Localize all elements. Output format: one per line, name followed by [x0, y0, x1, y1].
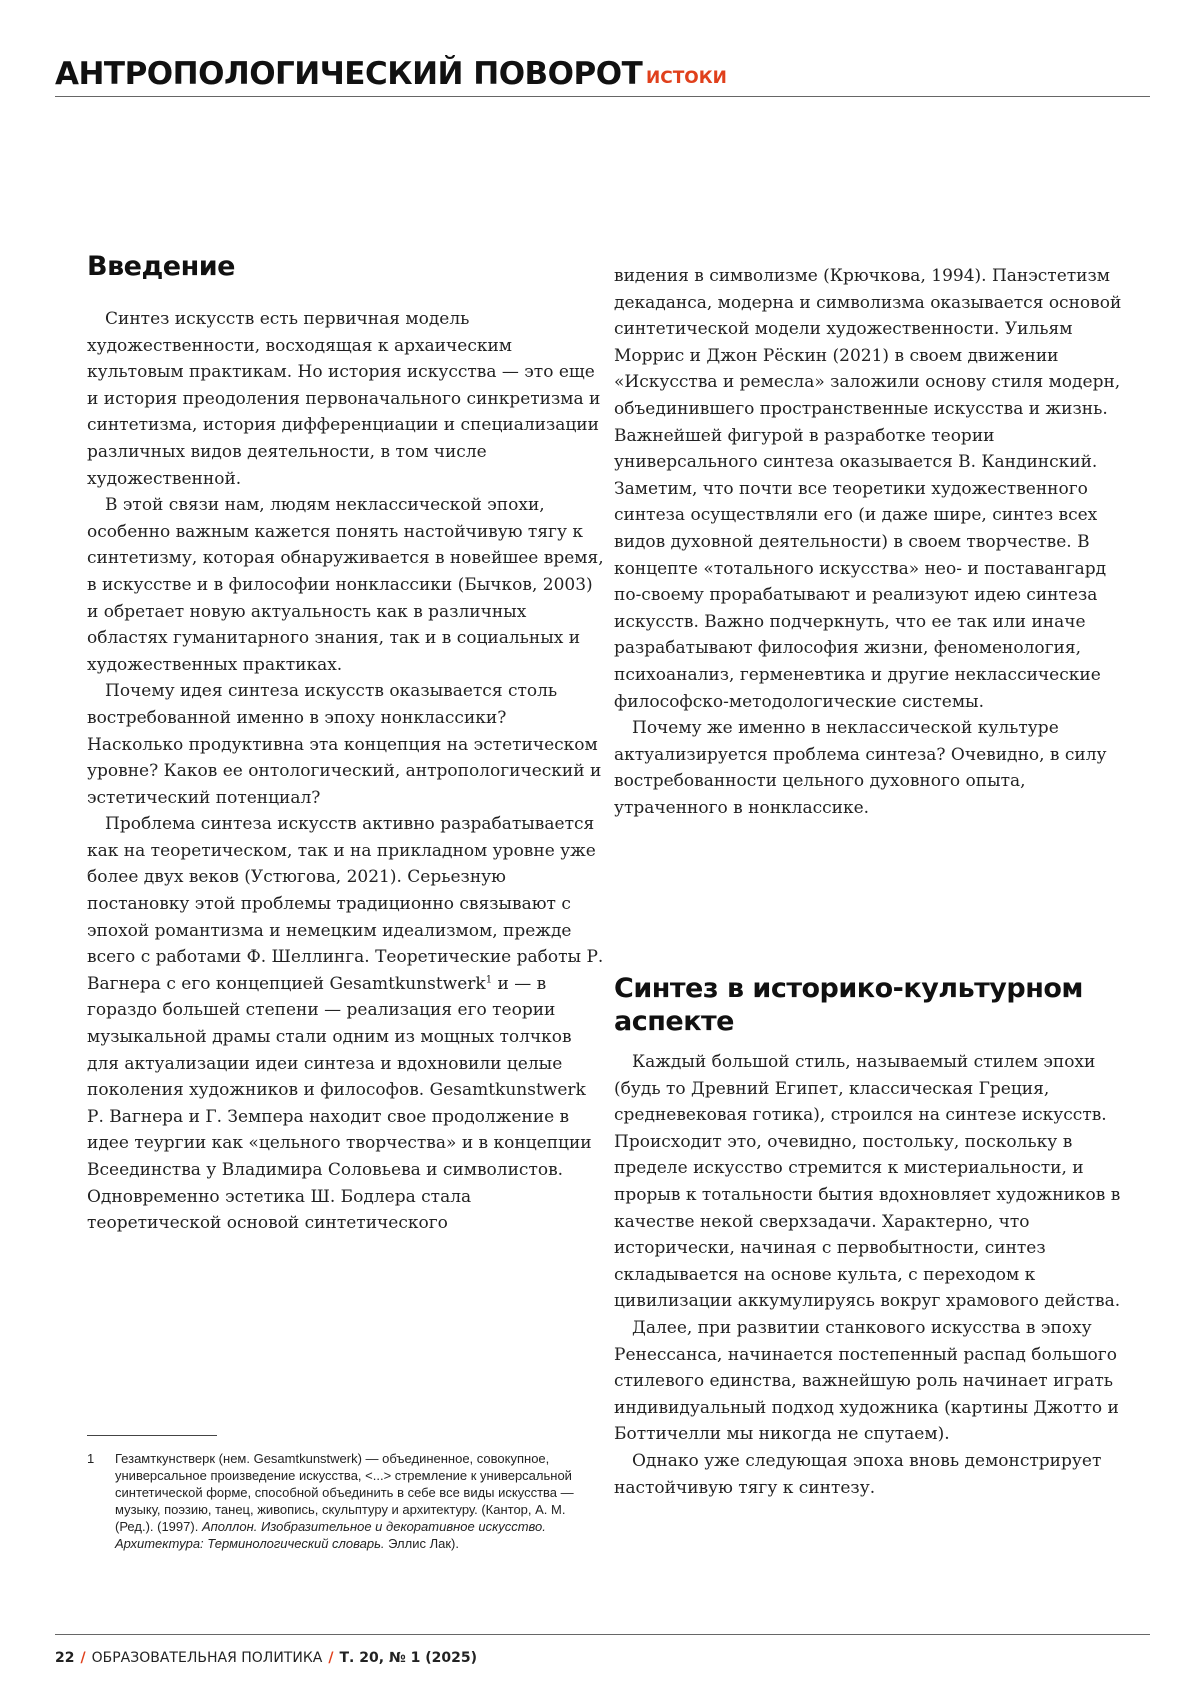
paragraph — [87, 811, 607, 1237]
footnote-ref[interactable]: 1 — [486, 974, 492, 985]
footnote-number: 1 — [87, 1450, 94, 1467]
running-footer — [55, 1648, 477, 1668]
footnote-divider — [87, 1435, 217, 1436]
footnote-italic: Аполлон. Изобразительное и декоративное искусство. Архитектура: Терминологический словарь. — [115, 1519, 546, 1551]
paragraph: видения в символизме (Крючкова, 1994). Панэстетизм декаданса, модерна и символизма оказывается основой синтетической модели художественности. Уильям Моррис и Джон Рёскин (2021) в своем движении «Искусства и ремесла» заложили основу стиля модерн, объединившего пространственные искусства и жизнь. Важнейшей фигурой в разработке теории универсального синтеза оказывается В. Кандинский. Заметим, что почти все теоретики художественного синтеза осуществляли его (и даже шире, синтез всех видов духовной деятельности) в своем творчестве. В концепте «тотального искусства» нео- и поставангард по-своему прорабатывают и реализуют идею синтеза искусств. Важно подчеркнуть, что ее так или иначе разрабатывают философия жизни, феноменология, психоанализ, герменевтика и другие неклассические философско-методологические системы. — [614, 263, 1134, 715]
paragraph: Почему идея синтеза искусств оказывается столь востребованной именно в эпоху нонклассики? Насколько продуктивна эта концепция на эстетическом уровне? Каков ее онтологический, антропологический и эстетический потенциал? — [87, 678, 607, 811]
paragraph: Далее, при развитии станкового искусства в эпоху Ренессанса, начинается постепенный распад большого стилевого единства, важнейшую роль начинает играть индивидуальный подход художника (картины Джотто и Боттичелли мы никогда не спутаем). — [614, 1315, 1134, 1448]
header-title: АНТРОПОЛОГИЧЕСКИЙ ПОВОРОТ — [55, 56, 642, 92]
issue-info: Т. 20, № 1 (2025) — [339, 1650, 477, 1666]
slash-divider: / — [80, 1650, 85, 1666]
page-number: 22 — [55, 1650, 74, 1666]
section2-body — [614, 1049, 1134, 1501]
slash-divider: / — [328, 1650, 333, 1666]
paragraph: Синтез искусств есть первичная модель художественности, восходящая к архаическим культовым практикам. Но история искусства — это еще и история преодоления первоначального синкретизма и синтетизма, история дифференциации и специализации различных видов деятельности, в том числе художественной. — [87, 306, 607, 492]
paragraph-text: и — в гораздо большей степени — реализация его теории музыкальной драмы стали одним из мощных толчков для актуализации идеи синтеза и вдохновили целые поколения художников и философов. Gesamtkunstwerk Р. Вагнера и Г. Земпера находит свое продолжение в идее теургии как «цельного творчества» и в концепции Всеединства у Владимира Соловьева и символистов. Одновременно эстетика Ш. Бодлера стала теоретической основой синтетического — [87, 974, 592, 1233]
intro-heading: Введение — [87, 250, 607, 283]
paragraph: Каждый большой стиль, называемый стилем эпохи (будь то Древний Египет, классическая Греция, средневековая готика), строился на синтезе искусств. Происходит это, очевидно, постольку, поскольку в пределе искусство стремится к мистериальности, и прорыв к тотальности бытия вдохновляет художников в качестве некой сверхзадачи. Характерно, что исторически, начиная с первобытности, синтез складывается на основе культа, с переходом к цивилизации аккумулируясь вокруг храмового действа. — [614, 1049, 1134, 1315]
right-column — [614, 263, 1134, 821]
journal-name: ОБРАЗОВАТЕЛЬНАЯ ПОЛИТИКА — [92, 1650, 323, 1666]
paragraph: Почему же именно в неклассической культуре актуализируется проблема синтеза? Очевидно, в силу востребованности цельного духовного опыта, утраченного в нонклассике. — [614, 715, 1134, 821]
running-header — [55, 54, 1150, 97]
paragraph-text: Проблема синтеза искусств активно разрабатывается как на теоретическом, так и на прикладном уровне уже более двух веков (Устюгова, 2021). Серьезную постановку этой проблемы традиционно связывают с эпохой романтизма и немецким идеализмом, прежде всего с работами Ф. Шеллинга. Теоретические работы Р. Вагнера с его концепцией Gesamtkunstwerk — [87, 814, 603, 994]
footnote — [87, 1450, 587, 1552]
paragraph: В этой связи нам, людям неклассической эпохи, особенно важным кажется понять настойчивую тягу к синтетизму, которая обнаруживается в новейшее время, в искусстве и в философии нонклассики (Бычков, 2003) и обретает новую актуальность как в различных областях гуманитарного знания, так и в социальных и художественных практиках. — [87, 492, 607, 678]
paragraph: Однако уже следующая эпоха вновь демонстрирует настойчивую тягу к синтезу. — [614, 1448, 1134, 1501]
footnote-tail: Эллис Лак). — [385, 1536, 459, 1551]
footnote-body: Гезамткунстверк (нем. Gesamtkunstwerk) — объединенное, совокупное, универсальное произведение искусства, <...> стремление к универсальной синтетической форме, способной объединить в себе все виды искусства — музыку, поэзию, танец, живопись, скульптуру и архитектуру. (Кантор, А. М. (Ред.). (1997). — [115, 1451, 574, 1534]
footer-rule — [55, 1634, 1150, 1635]
header-section-label: ИСТОКИ — [646, 68, 727, 88]
section2-heading: Синтез в историко-культурном аспекте — [614, 972, 1134, 1038]
left-column — [87, 250, 607, 1237]
footnote-text — [115, 1450, 587, 1552]
